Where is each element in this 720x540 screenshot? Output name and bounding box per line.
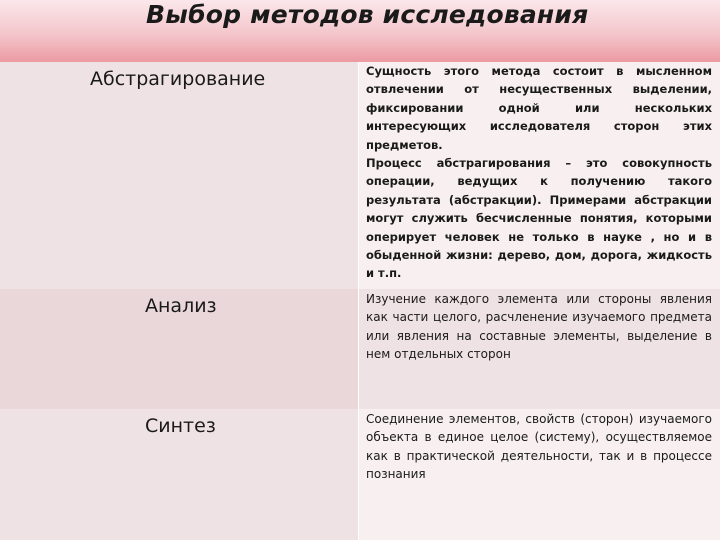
term-description (366, 410, 712, 484)
table-row (0, 409, 720, 540)
term-cell (0, 409, 359, 540)
title-bar (0, 0, 720, 63)
description-paragraph: Сущность этого метода состоит в мысленном отвлечении от несущественных выделении, фиксировании одной или нескольких интересующих исследователя сторон этих предметов. (366, 64, 712, 152)
methods-table (0, 62, 720, 540)
description-paragraph: Изучение каждого элемента или стороны явления как части целого, расчленение изучаемого предмета или явления на составные элементы, выделение в нем отдельных сторон (366, 292, 712, 362)
table-row (0, 62, 720, 289)
term-description (366, 290, 712, 364)
description-cell (359, 62, 720, 289)
slide-title: Выбор методов исследования (146, 0, 589, 29)
term-cell (0, 62, 359, 289)
description-cell (359, 409, 720, 540)
description-paragraph: Процесс абстрагирования – это совокупность операции, ведущих к получению такого результата (абстракции). Примерами абстракции могут служить бесчисленные понятия, которыми оперирует человек не только в науке , но и в обыденной жизни: дерево, дом, дорога, жидкость и т.п. (366, 156, 712, 281)
description-cell (359, 289, 720, 409)
term-label: Абстрагирование (90, 68, 266, 90)
description-paragraph: Соединение элементов, свойств (сторон) изучаемого объекта в единое целое (систему), осуществляемое как в практической деятельности, так и в процессе познания (366, 412, 712, 482)
term-description (366, 62, 712, 283)
term-cell (0, 289, 359, 409)
term-label: Анализ (145, 295, 217, 317)
table-row (0, 289, 720, 409)
term-label: Синтез (145, 415, 216, 437)
